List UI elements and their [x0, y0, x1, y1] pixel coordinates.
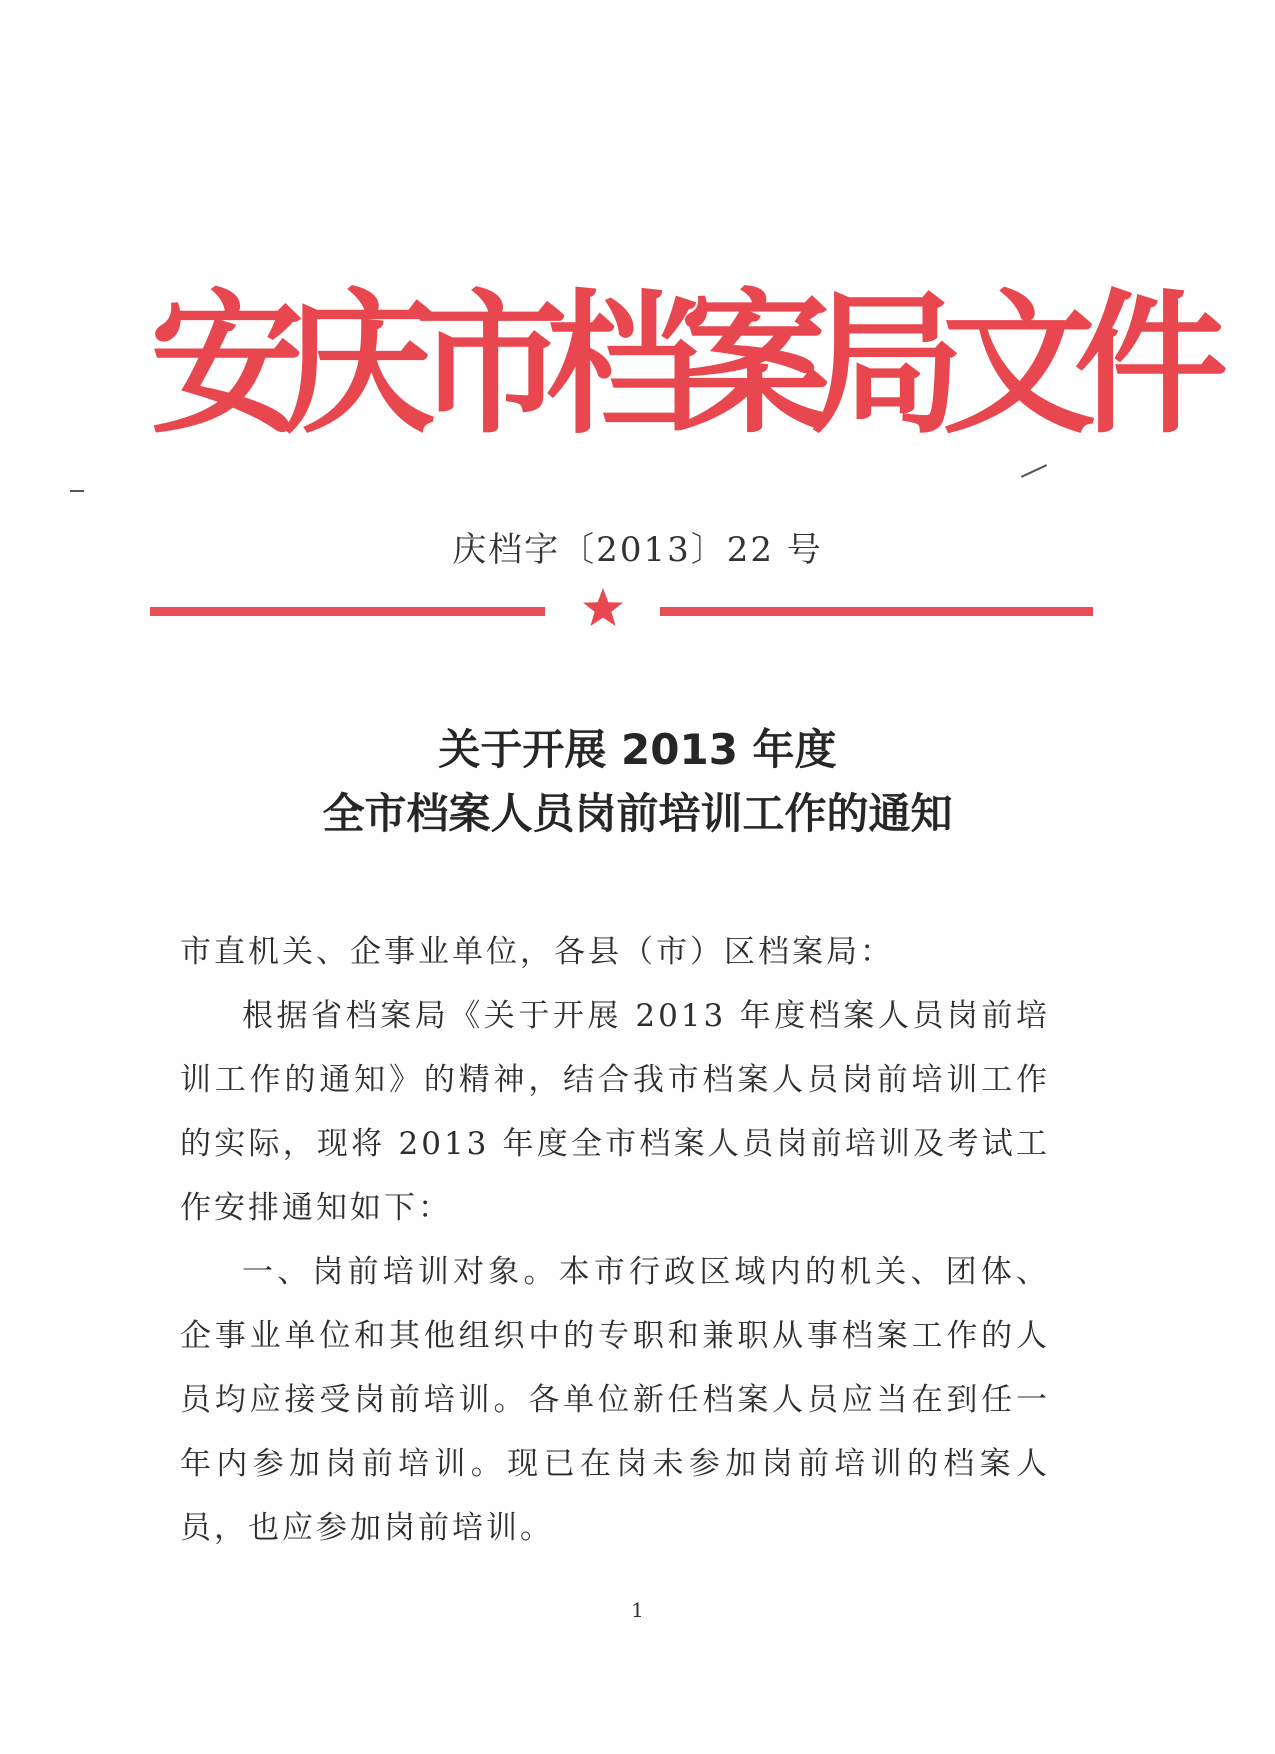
red-rule-left	[150, 607, 545, 616]
paragraph-intro: 根据省档案局《关于开展 2013 年度档案人员岗前培训工作的通知》的精神，结合我市档案人员岗前培训工作的实际，现将 2013 年度全市档案人员岗前培训及考试工作安排通知如下：	[180, 998, 1050, 1226]
page-number: 1	[631, 1598, 644, 1622]
document-number: 庆档字〔2013〕22 号	[452, 530, 823, 570]
red-rule-right	[660, 607, 1093, 616]
scan-speck	[1021, 464, 1047, 478]
notice-title-line-2: 全市档案人员岗前培训工作的通知	[322, 789, 953, 838]
scan-speck	[70, 490, 84, 492]
masthead-title: 安庆市档案局文件	[150, 274, 1207, 455]
star-icon	[581, 586, 625, 630]
notice-title-line-1: 关于开展 2013 年度	[438, 725, 837, 774]
salutation: 市直机关、企事业单位，各县（市）区档案局：	[180, 934, 894, 970]
paragraph-training-targets: 一、岗前培训对象。本市行政区域内的机关、团体、企事业单位和其他组织中的专职和兼职从事档案工作的人员均应接受岗前培训。各单位新任档案人员应当在到任一年内参加岗前培训。现已在岗未参加岗前培训的档案人员，也应参加岗前培训。	[180, 1254, 1050, 1546]
